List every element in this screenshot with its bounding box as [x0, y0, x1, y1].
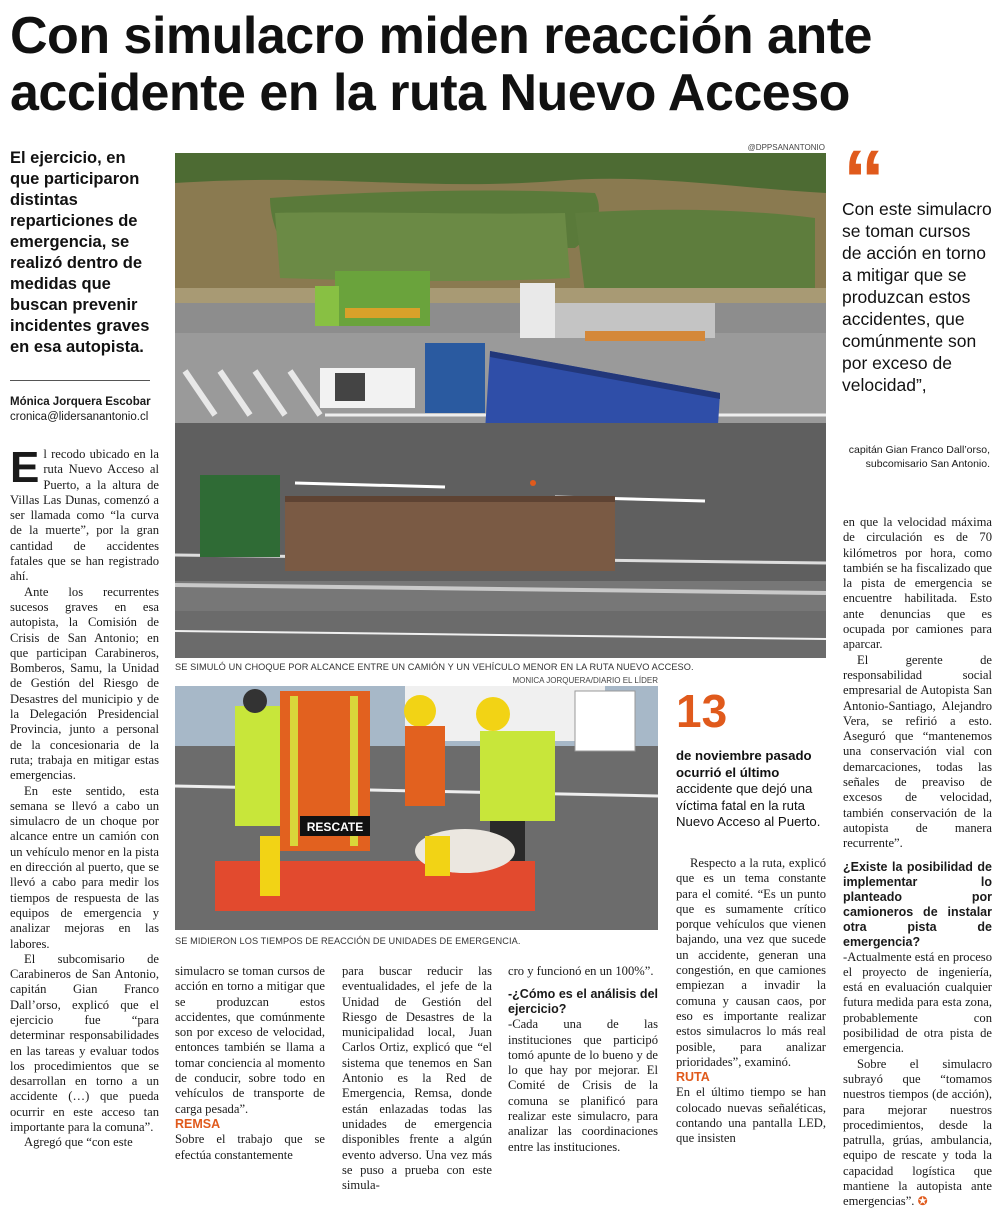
col1-p4: El subcomisario de Carabineros de San Antonio, capitán Gian Franco Dall’orso, explicó que el ejercicio fue “para determinar responsabilidades en las tareas y evaluar todos los procedimientos que se desarrollan en torno a un accidente (…) que pueda ocurrir en este acceso tan importante para la comuna”.: [10, 951, 159, 1135]
photo-aerial-highway: [175, 153, 826, 658]
column-4: [508, 964, 658, 1155]
author-email: cronica@lidersanantonio.cl: [10, 411, 149, 423]
column-6: [843, 515, 992, 1210]
rescue-illustration: [175, 686, 658, 930]
col6-p2: El gerente de responsabilidad social empresarial de Autopista San Antonio-Santiago, Alejandro Vera, se refirió a esto. Aseguró que “mantenemos una conservación vial con demarcaciones, todas las señales de preaviso de excesos de velocidad, también conservación de la autopista de manera recurrente”.: [843, 652, 992, 851]
col2-subhead: REMSA: [175, 1116, 221, 1131]
stat-text: [676, 748, 828, 831]
col6-question: ¿Existe la posibilidad de implementar lo planteado por camioneros de instalar otra pista de emergencia?: [843, 859, 992, 949]
photo1-caption: SE SIMULÓ UN CHOQUE POR ALCANCE ENTRE UN CAMIÓN Y UN VEHÍCULO MENOR EN LA RUTA NUEVO ACCESO.: [175, 662, 694, 672]
col3-p1: para buscar reducir las eventualidades, el jefe de la Unidad de Gestión del Riesgo de Desastres de la municipalidad local, Juan Carlos Ortiz, explicó que “el sistema que tenemos en San Antonio es la Red de Emergencia, Remsa, donde están enlazadas todas las unidades de emergencia disponibles frente a algún evento adverso. Una vez más se puso a prueba con este simula-: [342, 964, 492, 1193]
col5-subhead: RUTA: [676, 1070, 710, 1085]
col2-p2: Sobre el trabajo que se efectúa constantemente: [175, 1132, 325, 1162]
lead-divider: [10, 380, 150, 381]
photo-rescue-team: [175, 686, 658, 930]
col6-p4-text: Sobre el simulacro subrayó que “tomamos nuestros tiempos (de acción), para mejorar nuestros procedimientos, desde la patrulla, grúas, ambulancia, equipo de rescate y toda la capacidad logística que mantiene la autopista ante emergencias”.: [843, 1056, 992, 1209]
col6-p3: -Actualmente está en proceso el proyecto de ingeniería, está en evaluación cualquier futura medida para esta zona, probablemente con posibilidad de otra pista de emergencia.: [843, 949, 992, 1056]
col1-p3: En este sentido, esta semana se llevó a cabo un simulacro de un choque por alcance entre un camión con un vehículo menor en la pista en dirección al puerto, que se llevó a cabo para medir los tiempos de respuesta de las equipos de emergencia y analizar mejoras en las labores.: [10, 783, 159, 951]
photo2-credit: MONICA JORQUERA/DIARIO EL LÍDER: [512, 676, 658, 685]
stat-text-bold: de noviembre pasado ocurrió el último: [676, 748, 812, 780]
dropcap: E: [10, 443, 40, 492]
pull-quote: Con este simulacro se toman cursos de acción en torno a mitigar que se produzcan estos accidentes, que comúnmente son por exceso de velocidad”,: [842, 199, 992, 395]
col6-p1: en que la velocidad máxima de circulación es de 70 kilómetros por hora, como también se ha fiscalizado que la pista de emergencia se encuentre habilitada. Esto ante denuncias que es ocupada por camiones para aparcar.: [843, 515, 992, 652]
stat-number: 13: [676, 685, 728, 737]
col1-p2: Ante los recurrentes sucesos graves en esa autopista, la Comisión de Crisis de San Antonio; en que participan Carabineros, Bomberos, Samu, la Unidad de Gestión del Riesgo de Desastres del municipio y de la Delegación Presidencial Provincia, junto a personal de la concesionaria de la ruta; trabaja en mitigar estas emergencias.: [10, 584, 159, 783]
column-3: [342, 964, 492, 1193]
column-5: [676, 856, 826, 1147]
lead-paragraph: El ejercicio, en que participaron distintas reparticiones de emergencia, se realizó dentro de medidas que buscan prevenir incidentes graves en esa autopista.: [10, 149, 150, 356]
end-mark-icon: ✪: [917, 1194, 928, 1209]
col2-p1: simulacro se toman cursos de acción en torno a mitigar que se produzcan estos accidentes, que comúnmente son por exceso de velocidad, entonces también se llama a tomar conciencia al momento de conducir, sobre todo en vehículos de transporte de carga pesada”.: [175, 964, 325, 1116]
col4-p2: -Cada una de las instituciones que participó tomó apunte de lo bueno y de lo que hay por mejorar. El Comité de Crisis de la comuna se planificó para realizar este simulacro, para analizar las coordinaciones entre las instituciones.: [508, 1017, 658, 1154]
author-name: Mónica Jorquera Escobar: [10, 396, 151, 408]
quote-attribution: [835, 443, 990, 471]
col6-p4: [843, 1057, 992, 1210]
quote-attr-name: capitán Gian Franco Dall’orso,: [848, 444, 990, 456]
col4-question: -¿Cómo es el análisis del ejercicio?: [508, 987, 658, 1017]
quote-attr-role: subcomisario San Antonio.: [865, 458, 990, 470]
column-2: [175, 964, 325, 1163]
photo2-caption: SE MIDIERON LOS TIEMPOS DE REACCIÓN DE UNIDADES DE EMERGENCIA.: [175, 936, 521, 946]
rescate-vest-label: RESCATE: [306, 820, 364, 834]
col4-p1: cro y funcionó en un 100%”.: [508, 964, 654, 978]
photo-credit: @DPPSANANTONIO: [747, 143, 825, 152]
col1-p1: [10, 443, 159, 585]
stat-text-rest: accidente que dejó una víctima fatal en la ruta Nuevo Acceso al Puerto.: [676, 781, 821, 829]
aerial-highway-illustration: [175, 153, 826, 658]
byline: [10, 395, 160, 425]
quote-mark: “: [843, 133, 885, 227]
col1-p5: Agregó que “con este: [24, 1135, 133, 1150]
col5-p1: Respecto a la ruta, explicó que es un tema constante para el comité. “Es un punto que es sumamente crítico porque vehículos que vienen bajando, una vez que sucede un accidente, generan una congestión, en que camiones empiezan a invadir la comuna y causan caos, por eso es importante realizar estos simulacros lo más real posible, para analizar prioridades”, examinó.: [676, 856, 826, 1069]
col1-p1-text: l recodo ubicado en la ruta Nuevo Acceso al Puerto, a la altura de Villas Las Dunas, comenzó a ser llamada como “la curva de la muerte”, por la gran cantidad de accidentes fatales que se han registrado ahí.: [10, 447, 159, 584]
col5-p2: En el último tiempo se han colocado nuevas señaléticas, contando una pantalla LED, que insisten: [676, 1085, 826, 1146]
headline: Con simulacro miden reacción ante accidente en la ruta Nuevo Acceso: [10, 7, 872, 122]
column-1: [10, 443, 159, 1151]
